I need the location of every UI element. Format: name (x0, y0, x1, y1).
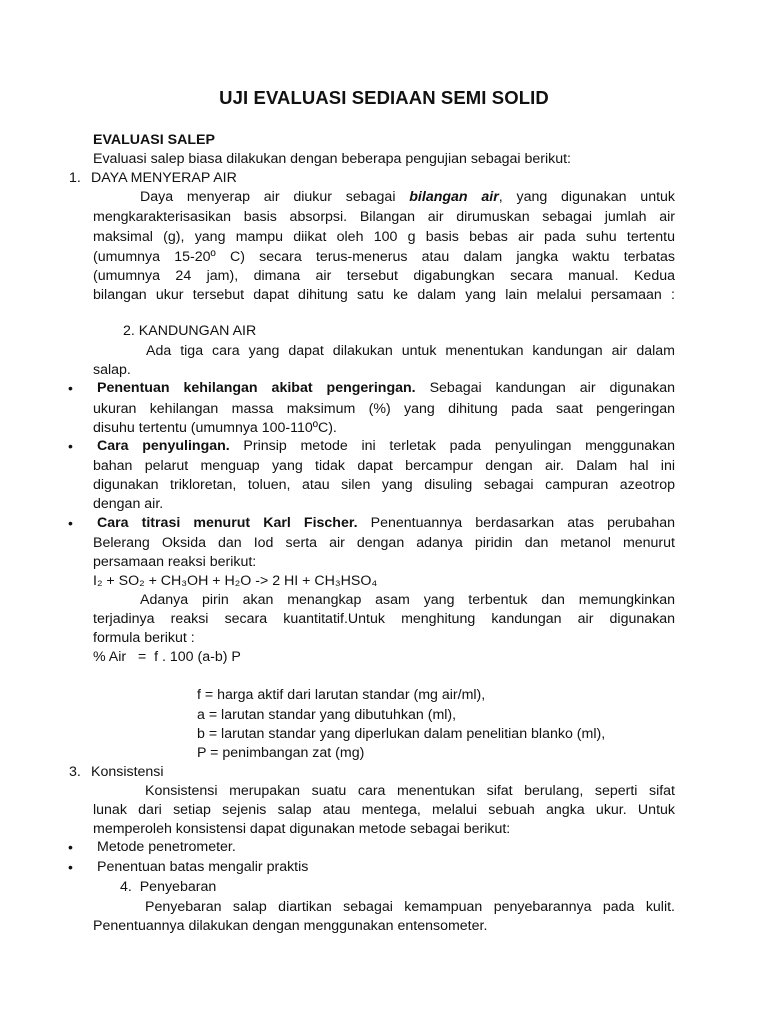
section-1-line-3: maksimal (g), yang mampu diikat oleh 100 g basis bebas air pada suhu tertentu (93, 229, 675, 245)
formula-air: % Air = f . 100 (a-b) P (93, 649, 241, 665)
bullet-2-line-3: digunakan trikloretan, toluen, atau silen yang disuling sebagai campuran azeotrop (93, 477, 675, 493)
section-heading-salep: EVALUASI SALEP (93, 132, 215, 148)
salep-intro: Evaluasi salep biasa dilakukan dengan beberapa pengujian sebagai berikut: (93, 151, 571, 167)
section-3-line-1: Konsistensi merupakan suatu cara menentukan sifat berulang, seperti sifat (145, 783, 675, 799)
bullet-3-line-1 (97, 514, 675, 533)
section-2-intro-line-2: salap. (93, 362, 131, 378)
section-1-line-5: (umumnya 24 jam), dimana air tersebut digabungkan secara manual. Kedua (93, 268, 675, 284)
text-run: Sebagai kandungan air digunakan (415, 380, 675, 396)
definition-f: f = harga aktif dari larutan standar (mg air/ml), (197, 687, 486, 703)
definition-a: a = larutan standar yang dibutuhkan (ml), (197, 707, 457, 723)
bullet-1-line-2: ukuran kehilangan massa maksimum (%) yang dihitung pada saat pengeringan (93, 401, 675, 417)
text-run: Penentuannya berdasarkan atas perubahan (357, 515, 675, 531)
bullet-marker: • (68, 515, 73, 531)
bullet-2-title: Cara penyulingan. (97, 438, 230, 454)
section-3-number: 3. (69, 764, 81, 780)
bullet-2-line-1 (97, 437, 675, 456)
emphasis-bilangan-air: bilangan air (409, 189, 499, 205)
section-1-line-6: bilangan ukur tersebut dapat dihitung satu ke dalam yang lain melalui persamaan : (93, 287, 675, 303)
bullet-3-line-2: Belerang Oksida dan Iod serta air dengan adanya piridin dan metanol menurut (93, 535, 675, 551)
section-1-line-4: (umumnya 15-20º C) secara terus-menerus atau dalam jangka waktu terbatas (93, 249, 675, 265)
section-1-heading: DAYA MENYERAP AIR (91, 170, 237, 186)
paragraph-pirin-line-2: terjadinya reaksi secara kuantitatif.Untuk menghitung kandungan air digunakan (93, 611, 675, 627)
section-1-line-1 (140, 188, 675, 207)
section-1-line-2: mengkarakterisasikan basis absorpsi. Bilangan air dirumuskan sebagai jumlah air (93, 209, 675, 225)
section-2-intro-line-1: Ada tiga cara yang dapat dilakukan untuk menentukan kandungan air dalam (146, 343, 675, 359)
section-4-line-2: Penentuannya dilakukan dengan menggunakan entensometer. (93, 918, 488, 934)
section-1-number: 1. (69, 170, 81, 186)
section-2-heading: 2. KANDUNGAN AIR (123, 323, 257, 339)
paragraph-pirin-line-3: formula berikut : (93, 630, 195, 646)
bullet-marker: • (68, 380, 73, 396)
bullet-1-title: Penentuan kehilangan akibat pengeringan. (97, 380, 416, 396)
text-run: , yang digunakan untuk (498, 189, 676, 205)
section-4-line-1: Penyebaran salap diartikan sebagai kemampuan penyebarannya pada kulit. (145, 899, 675, 915)
bullet-1-line-3: disuhu tertentu (umumnya 100-110ºC). (93, 420, 337, 436)
section-4-heading: 4. Penyebaran (120, 879, 217, 895)
bullet-marker: • (68, 839, 73, 855)
bullet-1-line-1 (97, 379, 675, 398)
definition-p: P = penimbangan zat (mg) (197, 745, 365, 761)
bullet-2-line-2: bahan pelarut menguap yang tidak dapat bercampur dengan air. Dalam hal ini (93, 458, 675, 474)
method-item-1: Metode penetrometer. (97, 839, 236, 855)
method-item-2: Penentuan batas mengalir praktis (97, 859, 309, 875)
definition-b: b = larutan standar yang diperlukan dalam penelitian blanko (ml), (197, 726, 606, 742)
paragraph-pirin-line-1: Adanya pirin akan menangkap asam yang terbentuk dan memungkinkan (140, 592, 675, 608)
bullet-2-line-4: dengan air. (93, 496, 164, 512)
bullet-3-title: Cara titrasi menurut Karl Fischer. (97, 515, 358, 531)
section-3-line-3: memperoleh konsistensi dapat digunakan metode sebagai berikut: (93, 821, 511, 837)
reaction-equation: I₂ + SO₂ + CH₃OH + H₂O -> 2 HI + CH₃HSO₄ (93, 573, 378, 589)
bullet-marker: • (68, 859, 73, 875)
text-run: Prinsip metode ini terletak pada penyulingan menggunakan (229, 438, 675, 454)
page-title: UJI EVALUASI SEDIAAN SEMI SOLID (219, 87, 549, 108)
section-3-heading: Konsistensi (91, 764, 164, 780)
bullet-marker: • (68, 438, 73, 454)
section-3-line-2: lunak dari setiap sejenis salap atau mentega, melalui sebuah angka ukur. Untuk (93, 802, 675, 818)
bullet-3-line-3: persamaan reaksi berikut: (93, 554, 257, 570)
text-run: Daya menyerap air diukur sebagai (140, 189, 410, 205)
